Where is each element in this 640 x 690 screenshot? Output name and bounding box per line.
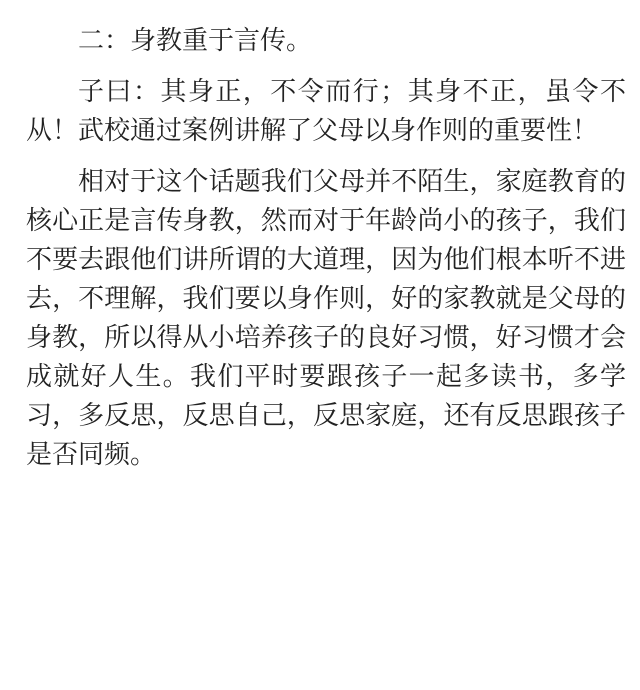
paragraph-quote: 子曰：其身正，不令而行；其身不正，虽令不从！武校通过案例讲解了父母以身作则的重要性！	[26, 77, 626, 146]
paragraph-body: 相对于这个话题我们父母并不陌生，家庭教育的核心正是言传身教，然而对于年龄尚小的孩子，我们不要去跟他们讲所谓的大道理，因为他们根本听不进去，不理解，我们要以身作则，好的家教就是父母的身教，所以得从小培养孩子的良好习惯，好习惯才会成就好人生。我们平时要跟孩子一起多读书，多学习，多反思，反思自己，反思家庭，还有反思跟孩子是否同频。	[26, 167, 626, 470]
section-heading: 二：身教重于言传。	[78, 26, 313, 56]
article-body	[26, 22, 626, 475]
